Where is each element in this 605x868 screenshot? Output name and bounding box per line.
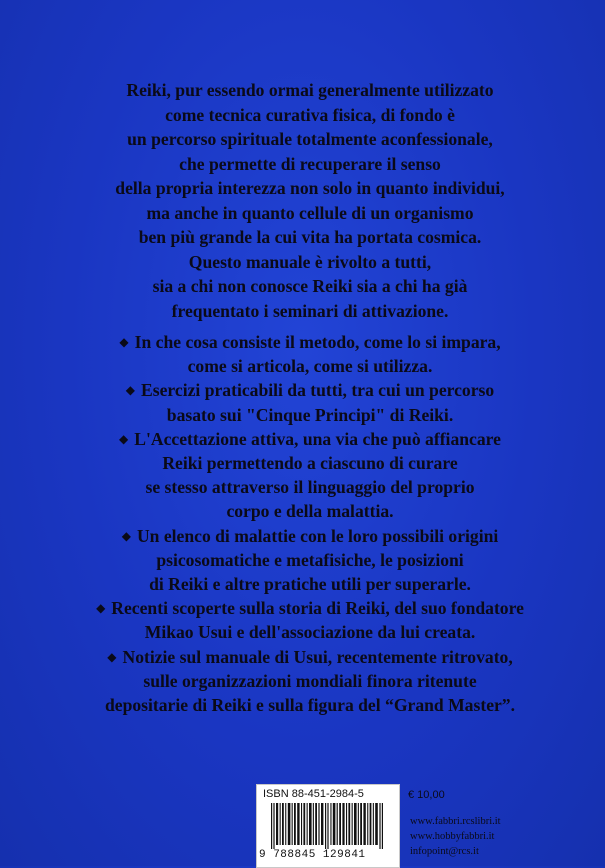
diamond-bullet-icon: ◆ — [96, 601, 106, 616]
diamond-bullet-icon: ◆ — [107, 649, 117, 664]
feature-line: In che cosa consiste il metodo, come lo si impara, — [134, 332, 501, 352]
diamond-bullet-icon: ◆ — [119, 335, 129, 349]
feature-line: corpo e della malattia. — [226, 501, 394, 522]
feature-item — [95, 596, 525, 644]
feature-line: come si articola, come si utilizza. — [187, 356, 433, 377]
feature-item — [95, 524, 525, 597]
ean-digits: 9 788845 129841 — [259, 849, 366, 861]
feature-line: basato sui "Cinque Principi" di Reiki. — [166, 404, 454, 425]
email-link[interactable]: infopoint@rcs.it — [410, 846, 479, 857]
diamond-bullet-icon: ◆ — [119, 431, 129, 446]
intro-line: che permette di recuperare il senso — [179, 153, 441, 174]
feature-item — [95, 330, 525, 378]
website-link[interactable]: www.fabbri.rcslibri.it — [410, 816, 501, 827]
barcode-icon — [271, 803, 387, 849]
publisher-links — [410, 814, 501, 859]
feature-list — [95, 330, 525, 717]
feature-line: di Reiki e altre pratiche utili per superarle. — [149, 574, 471, 595]
intro-line: Questo manuale è rivolto a tutti, — [188, 251, 432, 272]
intro-line: come tecnica curativa fisica, di fondo è — [165, 104, 455, 125]
intro-line: ben più grande la cui vita ha portata cosmica. — [138, 227, 482, 247]
feature-line: psicosomatiche e metafisiche, le posizioni — [156, 549, 464, 570]
intro-line: un percorso spirituale totalmente aconfessionale, — [127, 129, 493, 149]
feature-line: se stesso attraverso il linguaggio del proprio — [145, 477, 475, 498]
price: € 10,00 — [408, 789, 445, 801]
intro-line: sia a chi non conosce Reiki sia a chi ha già — [152, 276, 468, 296]
feature-line: sulle organizzazioni mondiali finora ritenute — [143, 670, 477, 691]
feature-line: Notizie sul manuale di Usui, recentemente ritrovato, — [122, 646, 513, 667]
intro-line: Reiki, pur essendo ormai generalmente utilizzato — [126, 80, 494, 100]
intro-line: frequentato i seminari di attivazione. — [171, 300, 449, 321]
feature-item — [95, 378, 525, 426]
feature-line: Reiki permettendo a ciascuno di curare — [162, 453, 458, 474]
intro-line: della propria interezza non solo in quanto individui, — [115, 178, 505, 198]
diamond-bullet-icon: ◆ — [121, 528, 131, 543]
feature-line: Mikao Usui e dell'associazione da lui creata. — [144, 622, 476, 643]
feature-line: Recenti scoperte sulla storia di Reiki, del suo fondatore — [111, 598, 524, 619]
feature-line: Esercizi praticabili da tutti, tra cui un percorso — [141, 380, 495, 401]
barcode-label — [256, 784, 400, 868]
feature-line: depositarie di Reiki e sulla figura del “Grand Master”. — [104, 695, 516, 716]
feature-item — [95, 645, 525, 718]
feature-line: L'Accettazione attiva, una via che può affiancare — [134, 428, 501, 449]
diamond-bullet-icon: ◆ — [125, 383, 136, 398]
intro-paragraph — [95, 78, 525, 323]
isbn-number: ISBN 88-451-2984-5 — [263, 788, 364, 800]
feature-line: Un elenco di malattie con le loro possibili origini — [136, 525, 499, 546]
website-link[interactable]: www.hobbyfabbri.it — [410, 831, 495, 842]
intro-line: ma anche in quanto cellule di un organismo — [146, 202, 474, 223]
feature-item — [95, 427, 525, 524]
